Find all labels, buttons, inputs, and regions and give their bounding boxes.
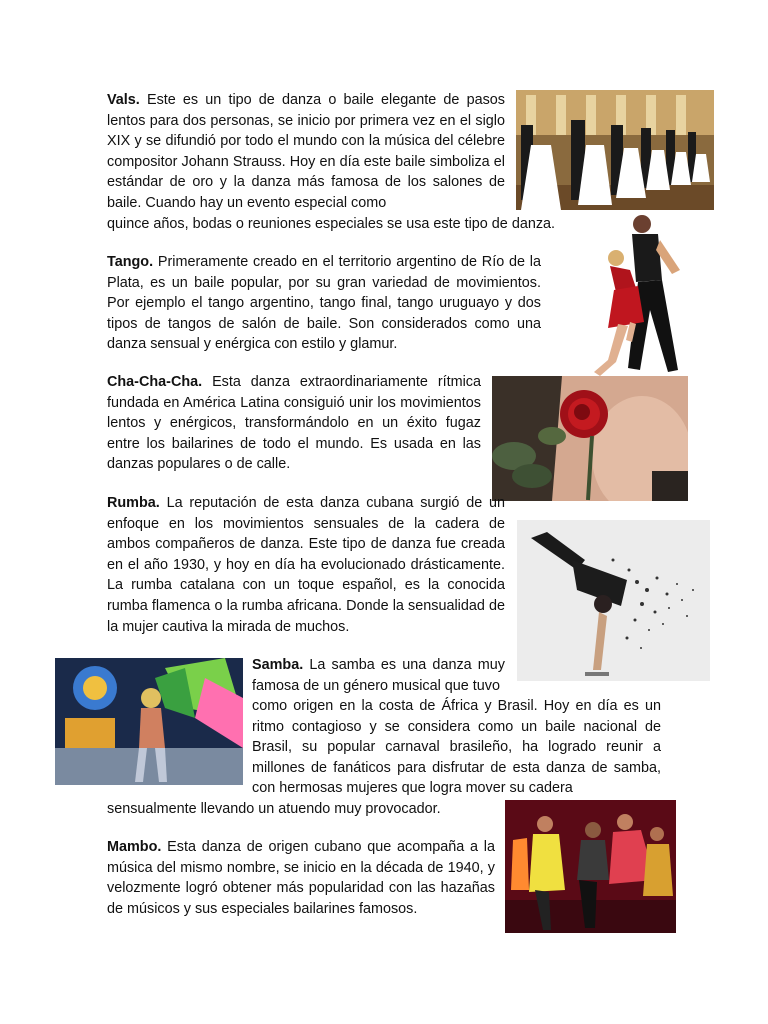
tango-couple-photo	[580, 210, 695, 380]
carnival-samba-photo	[55, 658, 243, 785]
paragraph-samba-part2	[252, 696, 661, 799]
body-mambo: Esta danza de origen cubano que acompaña a la música del mismo nombre, se inicio en la década de 1940, y velozmente logró obtener más popularidad con las hazañas de músicos y sus especiales bailarines famosos.	[107, 839, 495, 917]
body-chachacha: Esta danza extraordinariamente rítmica fundada en América Latina consiguió unir los movimientos lentos y enérgicos, transformándolo en un éxito fugaz entre los bailarines de todo el mundo. Es usada en las danzas populares o de calle.	[107, 374, 481, 473]
body-tango: Primeramente creado en el territorio argentino de Río de la Plata, es un baile popular, por su gran variedad de movimientos. Por ejemplo el tango argentino, tango final, tango uruguayo y dos tipos de tangos de salón de baile. Son considerados como una danza sensual y enérgica con estilo y glamur.	[107, 254, 541, 353]
breakdancer-dispersion-photo	[517, 520, 710, 681]
body-samba-part2: como origen en la costa de África y Brasil. Hoy en día es un ritmo contagioso y se considera como un baile nacional de Brasil, su popular carnaval brasileño, ha logrado reunir a millones de fanáticos para disfrutar de esta danza de samba, con hermosas mujeres que logra mover su cadera	[252, 698, 661, 797]
term-tango: Tango.	[107, 254, 154, 270]
term-mambo: Mambo.	[107, 839, 162, 855]
body-rumba: La reputación de esta danza cubana surgió de un enfoque en los movimientos sensuales de la cadera de ambos compañeros de danza. Este tipo de danza fue creada en el año 1930, y hoy en día ha evolucionado drásticamente. La rumba catalana con un toque español, es la conocida rumba flamenca o la rumba africana. Donde la sensualidad de la mujer cautiva la mirada de muchos.	[107, 495, 505, 635]
body-samba-part3: sensualmente llevando un atuendo muy provocador.	[107, 801, 441, 817]
paragraph-chachacha	[107, 372, 481, 475]
term-samba: Samba.	[252, 657, 304, 673]
term-rumba: Rumba.	[107, 495, 160, 511]
paragraph-samba-part1	[252, 655, 505, 696]
term-chachacha: Cha-Cha-Cha.	[107, 374, 203, 390]
paragraph-vals	[107, 90, 556, 234]
paragraph-mambo	[107, 837, 495, 919]
waltz-ballroom-photo	[516, 90, 714, 210]
paragraph-rumba	[107, 493, 505, 637]
mambo-dancers-photo	[505, 800, 676, 933]
term-vals: Vals.	[107, 92, 140, 108]
paragraph-tango	[107, 252, 541, 355]
body-vals-tail: quince años, bodas o reuniones especiales se usa este tipo de danza.	[107, 215, 556, 232]
body-vals: Este es un tipo de danza o baile elegante de pasos lentos para dos personas, se inicio por primera vez en el siglo XIX y se difundió por todo el mundo con la música del célebre compositor Johann Strauss. Hoy en día este baile simboliza el estándar de oro y la danza más famosa de los salones de baile. Cuando hay un evento especial como	[107, 92, 505, 211]
body-samba-part1: La samba es una danza muy famosa de un género musical que tuvo	[252, 657, 505, 694]
rose-face-photo	[492, 376, 688, 501]
paragraph-samba-part3	[107, 799, 507, 820]
